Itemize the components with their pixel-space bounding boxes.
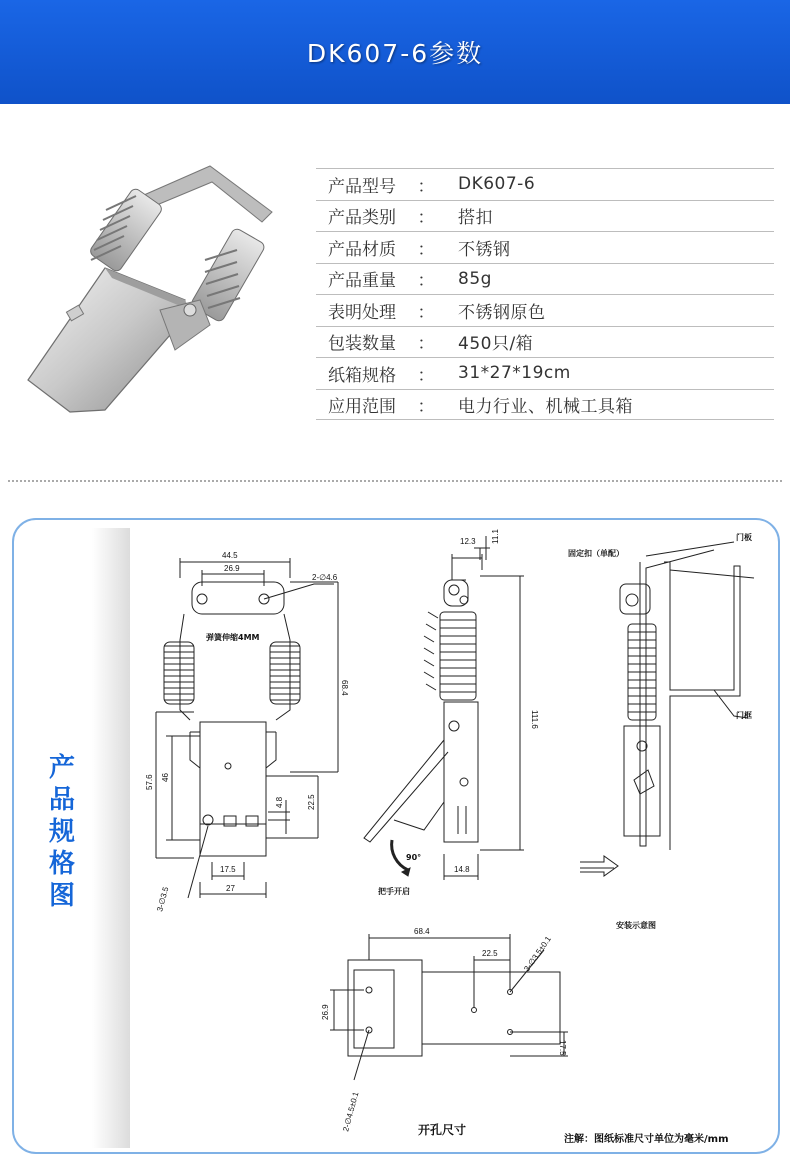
- spec-colon: ：: [417, 239, 435, 260]
- dim-text: 17.5: [558, 1040, 567, 1056]
- spec-value: 电力行业、机械工具箱: [458, 396, 633, 417]
- dim-text: 2-∅4.5±0.1: [341, 1090, 361, 1133]
- dim-text: 68.4: [340, 680, 349, 696]
- spec-colon: ：: [417, 302, 435, 323]
- page-header: [0, 0, 790, 104]
- spec-colon: ：: [417, 176, 435, 197]
- spec-value: 搭扣: [458, 208, 493, 229]
- spec-colon: ：: [417, 334, 435, 355]
- keeper-label: 固定扣（单配）: [568, 549, 624, 558]
- spec-label: 纸箱规格: [328, 365, 396, 386]
- spec-label: 产品型号: [328, 176, 396, 197]
- section-divider: [8, 480, 782, 482]
- spec-value: 不锈钢原色: [458, 302, 546, 323]
- spec-colon: ：: [417, 365, 435, 386]
- spec-label: 产品材质: [328, 239, 396, 260]
- spec-row-carton: [316, 357, 774, 389]
- spec-label: 产品类别: [328, 208, 396, 229]
- spec-label: 包装数量: [328, 334, 396, 355]
- side-title-char: 产: [48, 753, 75, 783]
- spec-row-packing: [316, 326, 774, 358]
- dim-text: 26.9: [224, 564, 240, 573]
- dim-text: 11.1: [491, 529, 500, 544]
- spec-label: 产品重量: [328, 271, 396, 292]
- dim-text: 2-∅4.6: [312, 573, 338, 582]
- dim-text: 111.6: [530, 710, 539, 729]
- spec-colon: ：: [417, 396, 435, 417]
- spec-value: 450只/箱: [458, 334, 534, 355]
- spec-label: 应用范围: [328, 396, 396, 417]
- drawing-note: 注解：图纸标准尺寸单位为毫米/mm: [564, 1134, 729, 1145]
- side-title-char: 品: [48, 785, 75, 815]
- handle-note: 把手开启: [378, 887, 410, 896]
- dim-text: 17.5: [220, 865, 236, 874]
- dim-text: 4.8: [275, 796, 284, 808]
- spec-value: 不锈钢: [458, 239, 511, 260]
- spec-table: [316, 168, 774, 420]
- dim-text: 弹簧伸缩4MM: [206, 633, 260, 642]
- spec-row-finish: [316, 294, 774, 326]
- dim-text: 12.3: [460, 537, 476, 546]
- spec-colon: ：: [417, 271, 435, 292]
- install-caption: 安装示意图: [616, 921, 656, 930]
- spec-value: 85g: [458, 268, 492, 289]
- dim-text: 22.5: [482, 949, 498, 958]
- dim-text: 27: [226, 884, 235, 893]
- technical-drawing: [14, 520, 780, 1154]
- dim-text: 44.5: [222, 551, 238, 560]
- dim-text: 3-∅3.5±0.1: [522, 934, 553, 974]
- spec-row-model: [316, 168, 774, 200]
- dim-text: 46: [161, 773, 170, 782]
- spec-row-category: [316, 200, 774, 232]
- spec-value: 31*27*19cm: [458, 363, 571, 384]
- drawing-frame: [12, 518, 780, 1154]
- spec-row-weight: [316, 263, 774, 295]
- page-title: DK607-6参数: [306, 39, 484, 68]
- side-title-char: 图: [48, 881, 75, 911]
- cutout-caption: 开孔尺寸: [418, 1123, 467, 1137]
- product-photo: [10, 150, 300, 435]
- dim-text: 57.6: [145, 774, 154, 790]
- dim-text: 68.4: [414, 927, 430, 936]
- spec-row-application: [316, 389, 774, 421]
- angle-text: 90°: [406, 853, 422, 862]
- dim-text: 14.8: [454, 865, 470, 874]
- spec-label: 表明处理: [328, 302, 396, 323]
- dim-text: 3-∅3.5: [155, 885, 171, 913]
- side-title-char: 格: [48, 849, 75, 879]
- spec-row-material: [316, 231, 774, 263]
- spec-value: DK607-6: [458, 174, 536, 195]
- spec-colon: ：: [417, 208, 435, 229]
- dim-text: 22.5: [307, 794, 316, 810]
- side-title-char: 规: [48, 817, 75, 847]
- door-frame-label: 门框: [736, 711, 752, 720]
- dim-text: 26.9: [321, 1004, 330, 1020]
- door-panel-label: 门板: [736, 533, 752, 542]
